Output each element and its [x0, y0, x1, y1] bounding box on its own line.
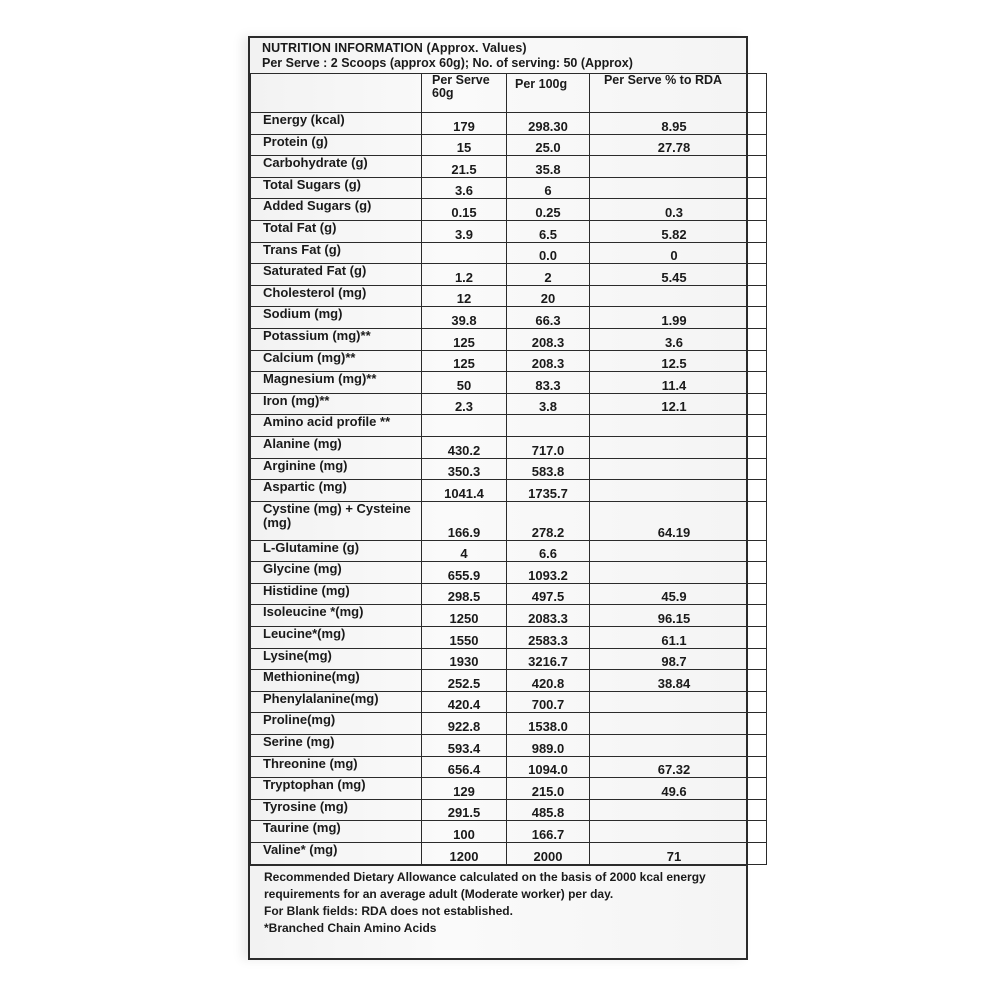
per-serve-value: 100	[422, 821, 507, 843]
per-serve-value: 420.4	[422, 691, 507, 713]
nutrient-name: Total Fat (g)	[251, 220, 422, 242]
nutrient-name: Carbohydrate (g)	[251, 156, 422, 178]
table-row	[251, 242, 767, 264]
table-row	[251, 648, 767, 670]
per-100g-value: 700.7	[507, 691, 590, 713]
nutrient-name: Proline(mg)	[251, 713, 422, 735]
per-100g-value: 6	[507, 177, 590, 199]
rda-value: 0	[590, 242, 767, 264]
rda-value	[590, 821, 767, 843]
table-row	[251, 735, 767, 757]
nutrient-name: Tyrosine (mg)	[251, 799, 422, 821]
per-serve-value: 291.5	[422, 799, 507, 821]
table-row	[251, 113, 767, 135]
per-100g-value: 497.5	[507, 583, 590, 605]
per-100g-value: 215.0	[507, 778, 590, 800]
nutrient-name: Magnesium (mg)**	[251, 372, 422, 394]
nutrient-name: Methionine(mg)	[251, 670, 422, 692]
rda-value	[590, 540, 767, 562]
rda-value: 61.1	[590, 627, 767, 649]
per-100g-value: 298.30	[507, 113, 590, 135]
rda-value: 98.7	[590, 648, 767, 670]
rda-value: 45.9	[590, 583, 767, 605]
rda-value: 5.82	[590, 220, 767, 242]
per-100g-value: 278.2	[507, 501, 590, 540]
per-100g-value: 717.0	[507, 436, 590, 458]
rda-value: 5.45	[590, 264, 767, 286]
table-row	[251, 177, 767, 199]
nutrient-name: Energy (kcal)	[251, 113, 422, 135]
nutrient-name: Phenylalanine(mg)	[251, 691, 422, 713]
per-serve-value: 39.8	[422, 307, 507, 329]
rda-value	[590, 562, 767, 584]
header-per-100g: Per 100g	[507, 74, 590, 113]
table-row	[251, 843, 767, 865]
nutrition-table	[250, 73, 767, 865]
per-100g-value: 0.0	[507, 242, 590, 264]
table-row	[251, 583, 767, 605]
table-row	[251, 328, 767, 350]
nutrition-label	[248, 36, 748, 960]
rda-value	[590, 285, 767, 307]
nutrient-name: Saturated Fat (g)	[251, 264, 422, 286]
table-row	[251, 350, 767, 372]
per-100g-value: 989.0	[507, 735, 590, 757]
nutrient-name: Alanine (mg)	[251, 436, 422, 458]
nutrient-name: Cholesterol (mg)	[251, 285, 422, 307]
nutrient-name: Taurine (mg)	[251, 821, 422, 843]
table-row	[251, 756, 767, 778]
per-serve-value: 15	[422, 134, 507, 156]
rda-value: 71	[590, 843, 767, 865]
nutrient-name: Protein (g)	[251, 134, 422, 156]
rda-value: 3.6	[590, 328, 767, 350]
rda-value: 12.5	[590, 350, 767, 372]
rda-value	[590, 691, 767, 713]
nutrient-name: Added Sugars (g)	[251, 199, 422, 221]
footnote-bcaa: *Branched Chain Amino Acids	[264, 920, 437, 935]
per-100g-value: 2583.3	[507, 627, 590, 649]
header-nutrient	[251, 74, 422, 113]
header-per-serve: Per Serve 60g	[422, 74, 507, 113]
table-row	[251, 436, 767, 458]
per-serve-value: 1041.4	[422, 480, 507, 502]
table-row	[251, 562, 767, 584]
per-100g-value: 485.8	[507, 799, 590, 821]
table-row	[251, 220, 767, 242]
per-serve-value: 129	[422, 778, 507, 800]
per-100g-value: 1538.0	[507, 713, 590, 735]
nutrient-name: Potassium (mg)**	[251, 328, 422, 350]
table-row	[251, 821, 767, 843]
table-row	[251, 799, 767, 821]
per-serve-value: 4	[422, 540, 507, 562]
nutrient-name: Glycine (mg)	[251, 562, 422, 584]
table-row	[251, 713, 767, 735]
per-serve-value: 252.5	[422, 670, 507, 692]
table-body	[251, 113, 767, 865]
nutrient-name: Lysine(mg)	[251, 648, 422, 670]
per-serve-value: 2.3	[422, 393, 507, 415]
rda-value: 38.84	[590, 670, 767, 692]
nutrient-name: Iron (mg)**	[251, 393, 422, 415]
per-100g-value: 6.6	[507, 540, 590, 562]
rda-value	[590, 480, 767, 502]
rda-value: 0.3	[590, 199, 767, 221]
table-row	[251, 393, 767, 415]
nutrient-name: Valine* (mg)	[251, 843, 422, 865]
rda-value: 27.78	[590, 134, 767, 156]
rda-value: 67.32	[590, 756, 767, 778]
table-row	[251, 627, 767, 649]
table-row	[251, 285, 767, 307]
footnote-blank: For Blank fields: RDA does not established.	[264, 903, 513, 918]
per-100g-value: 1735.7	[507, 480, 590, 502]
per-100g-value: 420.8	[507, 670, 590, 692]
nutrient-name: Isoleucine *(mg)	[251, 605, 422, 627]
per-serve-value: 1250	[422, 605, 507, 627]
per-100g-value: 0.25	[507, 199, 590, 221]
per-serve-value	[422, 415, 507, 437]
per-100g-value: 1093.2	[507, 562, 590, 584]
per-serve-value: 922.8	[422, 713, 507, 735]
per-100g-value	[507, 415, 590, 437]
per-serve-value	[422, 242, 507, 264]
per-100g-value: 6.5	[507, 220, 590, 242]
label-subtitle: Per Serve : 2 Scoops (approx 60g); No. of serving: 50 (Approx)	[262, 56, 633, 70]
table-row	[251, 307, 767, 329]
table-row	[251, 134, 767, 156]
table-row	[251, 480, 767, 502]
nutrient-name: Histidine (mg)	[251, 583, 422, 605]
rda-value: 64.19	[590, 501, 767, 540]
per-serve-value: 1550	[422, 627, 507, 649]
per-serve-value: 3.6	[422, 177, 507, 199]
rda-value: 12.1	[590, 393, 767, 415]
nutrient-name: Threonine (mg)	[251, 756, 422, 778]
rda-value: 96.15	[590, 605, 767, 627]
per-serve-value: 12	[422, 285, 507, 307]
per-serve-value: 430.2	[422, 436, 507, 458]
per-100g-value: 2	[507, 264, 590, 286]
per-serve-value: 655.9	[422, 562, 507, 584]
per-serve-value: 21.5	[422, 156, 507, 178]
per-100g-value: 66.3	[507, 307, 590, 329]
per-100g-value: 2000	[507, 843, 590, 865]
nutrient-name: Arginine (mg)	[251, 458, 422, 480]
per-100g-value: 35.8	[507, 156, 590, 178]
rda-value	[590, 415, 767, 437]
per-100g-value: 208.3	[507, 328, 590, 350]
per-serve-value: 1.2	[422, 264, 507, 286]
nutrient-name: Tryptophan (mg)	[251, 778, 422, 800]
nutrient-name: Serine (mg)	[251, 735, 422, 757]
table-row	[251, 372, 767, 394]
footnotes	[250, 865, 746, 937]
nutrient-name: Total Sugars (g)	[251, 177, 422, 199]
per-100g-value: 20	[507, 285, 590, 307]
per-100g-value: 2083.3	[507, 605, 590, 627]
per-serve-value: 656.4	[422, 756, 507, 778]
nutrient-name: Leucine*(mg)	[251, 627, 422, 649]
per-100g-value: 3216.7	[507, 648, 590, 670]
table-row	[251, 778, 767, 800]
per-100g-value: 1094.0	[507, 756, 590, 778]
per-serve-value: 50	[422, 372, 507, 394]
per-serve-value: 125	[422, 328, 507, 350]
nutrient-name: Cystine (mg) + Cysteine (mg)	[251, 501, 422, 540]
per-100g-value: 3.8	[507, 393, 590, 415]
per-serve-value: 179	[422, 113, 507, 135]
table-row	[251, 458, 767, 480]
label-title: NUTRITION INFORMATION (Approx. Values)	[262, 41, 527, 55]
table-row	[251, 199, 767, 221]
table-header-row	[251, 74, 767, 113]
rda-value: 11.4	[590, 372, 767, 394]
rda-value	[590, 735, 767, 757]
per-serve-value: 1200	[422, 843, 507, 865]
rda-value	[590, 177, 767, 199]
per-100g-value: 166.7	[507, 821, 590, 843]
nutrient-name: Trans Fat (g)	[251, 242, 422, 264]
rda-value	[590, 458, 767, 480]
nutrient-name: L-Glutamine (g)	[251, 540, 422, 562]
table-row	[251, 501, 767, 540]
per-100g-value: 208.3	[507, 350, 590, 372]
nutrient-name: Aspartic (mg)	[251, 480, 422, 502]
nutrient-name: Sodium (mg)	[251, 307, 422, 329]
per-serve-value: 125	[422, 350, 507, 372]
table-row	[251, 605, 767, 627]
table-row	[251, 156, 767, 178]
per-100g-value: 25.0	[507, 134, 590, 156]
table-row	[251, 691, 767, 713]
per-100g-value: 83.3	[507, 372, 590, 394]
nutrient-name: Amino acid profile **	[251, 415, 422, 437]
rda-value	[590, 799, 767, 821]
per-serve-value: 3.9	[422, 220, 507, 242]
per-100g-value: 583.8	[507, 458, 590, 480]
per-serve-value: 350.3	[422, 458, 507, 480]
nutrient-name: Calcium (mg)**	[251, 350, 422, 372]
footnote-rda: Recommended Dietary Allowance calculated on the basis of 2000 kcal energy requirements for an average adult (Moderate worker) per day.	[264, 869, 706, 901]
table-row	[251, 264, 767, 286]
per-serve-value: 298.5	[422, 583, 507, 605]
rda-value: 8.95	[590, 113, 767, 135]
rda-value	[590, 156, 767, 178]
rda-value: 49.6	[590, 778, 767, 800]
header-rda: Per Serve % to RDA	[590, 74, 767, 113]
rda-value	[590, 713, 767, 735]
rda-value	[590, 436, 767, 458]
table-row	[251, 540, 767, 562]
rda-value: 1.99	[590, 307, 767, 329]
per-serve-value: 1930	[422, 648, 507, 670]
table-row	[251, 415, 767, 437]
table-row	[251, 670, 767, 692]
per-serve-value: 166.9	[422, 501, 507, 540]
per-serve-value: 593.4	[422, 735, 507, 757]
per-serve-value: 0.15	[422, 199, 507, 221]
